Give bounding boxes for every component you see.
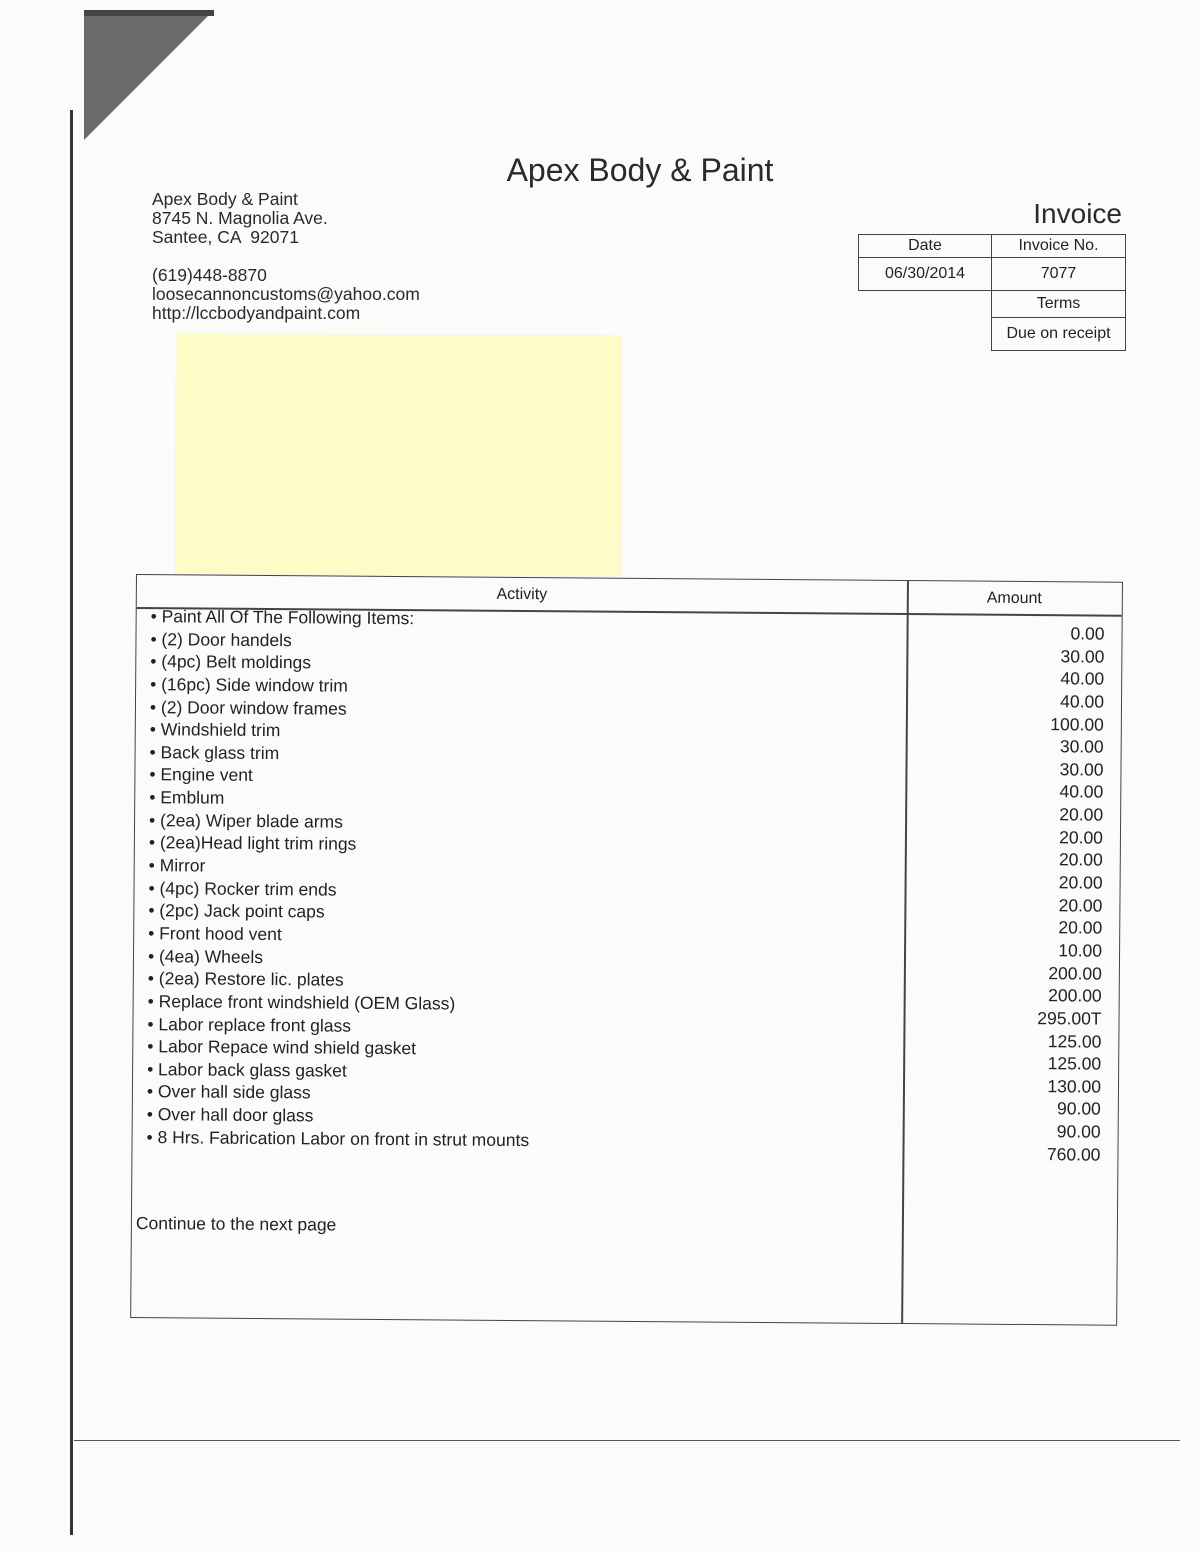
line-item-activity: • (16pc) Side window trim xyxy=(150,674,348,696)
line-item-activity: • Emblum xyxy=(149,787,225,808)
line-item-amount: 90.00 xyxy=(1056,1121,1101,1142)
redaction-sticky-note xyxy=(175,334,621,576)
line-item-activity: • Mirror xyxy=(148,855,206,876)
line-item-activity: • Replace front windshield (OEM Glass) xyxy=(147,990,456,1014)
line-item-amount: 20.00 xyxy=(1058,917,1103,938)
line-item-activity: • Front hood vent xyxy=(148,923,282,945)
line-item-activity: • (4ea) Wheels xyxy=(147,945,264,967)
line-item-amount: 40.00 xyxy=(1060,668,1105,689)
line-item-activity: • Back glass trim xyxy=(149,741,280,763)
folded-corner xyxy=(84,10,214,140)
line-item-amount: 100.00 xyxy=(1050,713,1104,735)
company-address-line2: Santee, CA 92071 xyxy=(152,227,299,247)
line-item-amount: 125.00 xyxy=(1047,1030,1102,1052)
line-item-activity: • (2ea) Wiper blade arms xyxy=(148,809,343,832)
company-info xyxy=(152,190,420,323)
empty-cell xyxy=(859,291,992,318)
line-item-amount: 20.00 xyxy=(1058,849,1103,871)
activity-list xyxy=(146,605,890,1154)
line-item-amount: 40.00 xyxy=(1060,691,1105,712)
spacer xyxy=(152,247,420,266)
invoice-no-label: Invoice No. xyxy=(992,235,1126,258)
line-item-activity: • Labor back glass gasket xyxy=(147,1058,347,1081)
line-item-activity: • (2ea) Restore lic. plates xyxy=(147,968,344,990)
line-item-amount: 125.00 xyxy=(1047,1053,1102,1074)
line-item-amount: 40.00 xyxy=(1059,781,1104,803)
line-item-activity: • Engine vent xyxy=(149,764,253,786)
terms-label: Terms xyxy=(992,291,1126,318)
line-item-activity: • (4pc) Rocker trim ends xyxy=(148,877,337,900)
line-items-table xyxy=(130,574,1123,1326)
line-item-activity: • Paint All Of The Following Items: xyxy=(150,606,415,629)
date-label: Date xyxy=(859,235,992,258)
company-email: loosecannoncustoms@yahoo.com xyxy=(152,284,420,304)
line-item-activity: • Labor replace front glass xyxy=(147,1013,352,1036)
company-website: http://lccbodyandpaint.com xyxy=(152,303,361,323)
line-item-activity: • Labor Repace wind shield gasket xyxy=(147,1036,417,1059)
line-item-amount: 10.00 xyxy=(1058,940,1103,961)
line-item-activity: • Over hall side glass xyxy=(146,1081,311,1103)
company-heading: Apex Body & Paint xyxy=(506,152,774,188)
amount-column-header: Amount xyxy=(986,589,1042,608)
line-item-activity: • (2) Door window frames xyxy=(149,696,347,719)
line-item-amount: 0.00 xyxy=(1070,623,1105,644)
line-item-activity: • (2ea)Head light trim rings xyxy=(148,832,357,855)
amount-list xyxy=(902,621,1104,1166)
line-item-activity: • (2) Door handels xyxy=(150,628,292,650)
line-item-amount: 20.00 xyxy=(1058,872,1103,893)
invoice-no-value: 7077 xyxy=(992,258,1126,291)
line-item-amount: 200.00 xyxy=(1048,985,1102,1006)
terms-value: Due on receipt xyxy=(992,318,1126,351)
line-item-activity: • 8 Hrs. Fabrication Labor on front in strut mounts xyxy=(146,1126,530,1150)
footer-rule xyxy=(74,1440,1180,1441)
date-value: 06/30/2014 xyxy=(859,258,992,291)
line-item-activity: • (2pc) Jack point caps xyxy=(148,900,325,922)
line-item-activity: • Windshield trim xyxy=(149,719,281,741)
line-item-amount: 20.00 xyxy=(1059,804,1104,825)
line-item-amount: 200.00 xyxy=(1048,962,1102,984)
line-item-activity: • Over hall door glass xyxy=(146,1104,314,1126)
empty-cell xyxy=(859,318,992,351)
company-phone: (619)448-8870 xyxy=(152,265,267,285)
line-item-amount: 90.00 xyxy=(1056,1098,1101,1120)
activity-column-header: Activity xyxy=(496,585,548,604)
company-name: Apex Body & Paint xyxy=(152,189,298,209)
folded-corner-edge xyxy=(84,10,214,16)
company-address-line1: 8745 N. Magnolia Ave. xyxy=(152,208,328,228)
line-item-amount: 295.00T xyxy=(1037,1007,1102,1029)
line-item-amount: 760.00 xyxy=(1046,1143,1101,1165)
continue-note: Continue to the next page xyxy=(135,1213,337,1235)
line-item-amount: 130.00 xyxy=(1047,1075,1102,1097)
line-item-activity: • (4pc) Belt moldings xyxy=(150,651,312,673)
line-item-amount: 20.00 xyxy=(1058,894,1103,916)
page-edge-line xyxy=(70,110,73,1535)
document-title: Invoice xyxy=(1033,198,1122,229)
invoice-meta-table xyxy=(858,234,1126,351)
line-item-amount: 30.00 xyxy=(1059,759,1104,780)
line-item-amount: 30.00 xyxy=(1060,645,1105,667)
line-item-amount: 20.00 xyxy=(1059,827,1104,848)
line-item-amount: 30.00 xyxy=(1059,736,1104,757)
